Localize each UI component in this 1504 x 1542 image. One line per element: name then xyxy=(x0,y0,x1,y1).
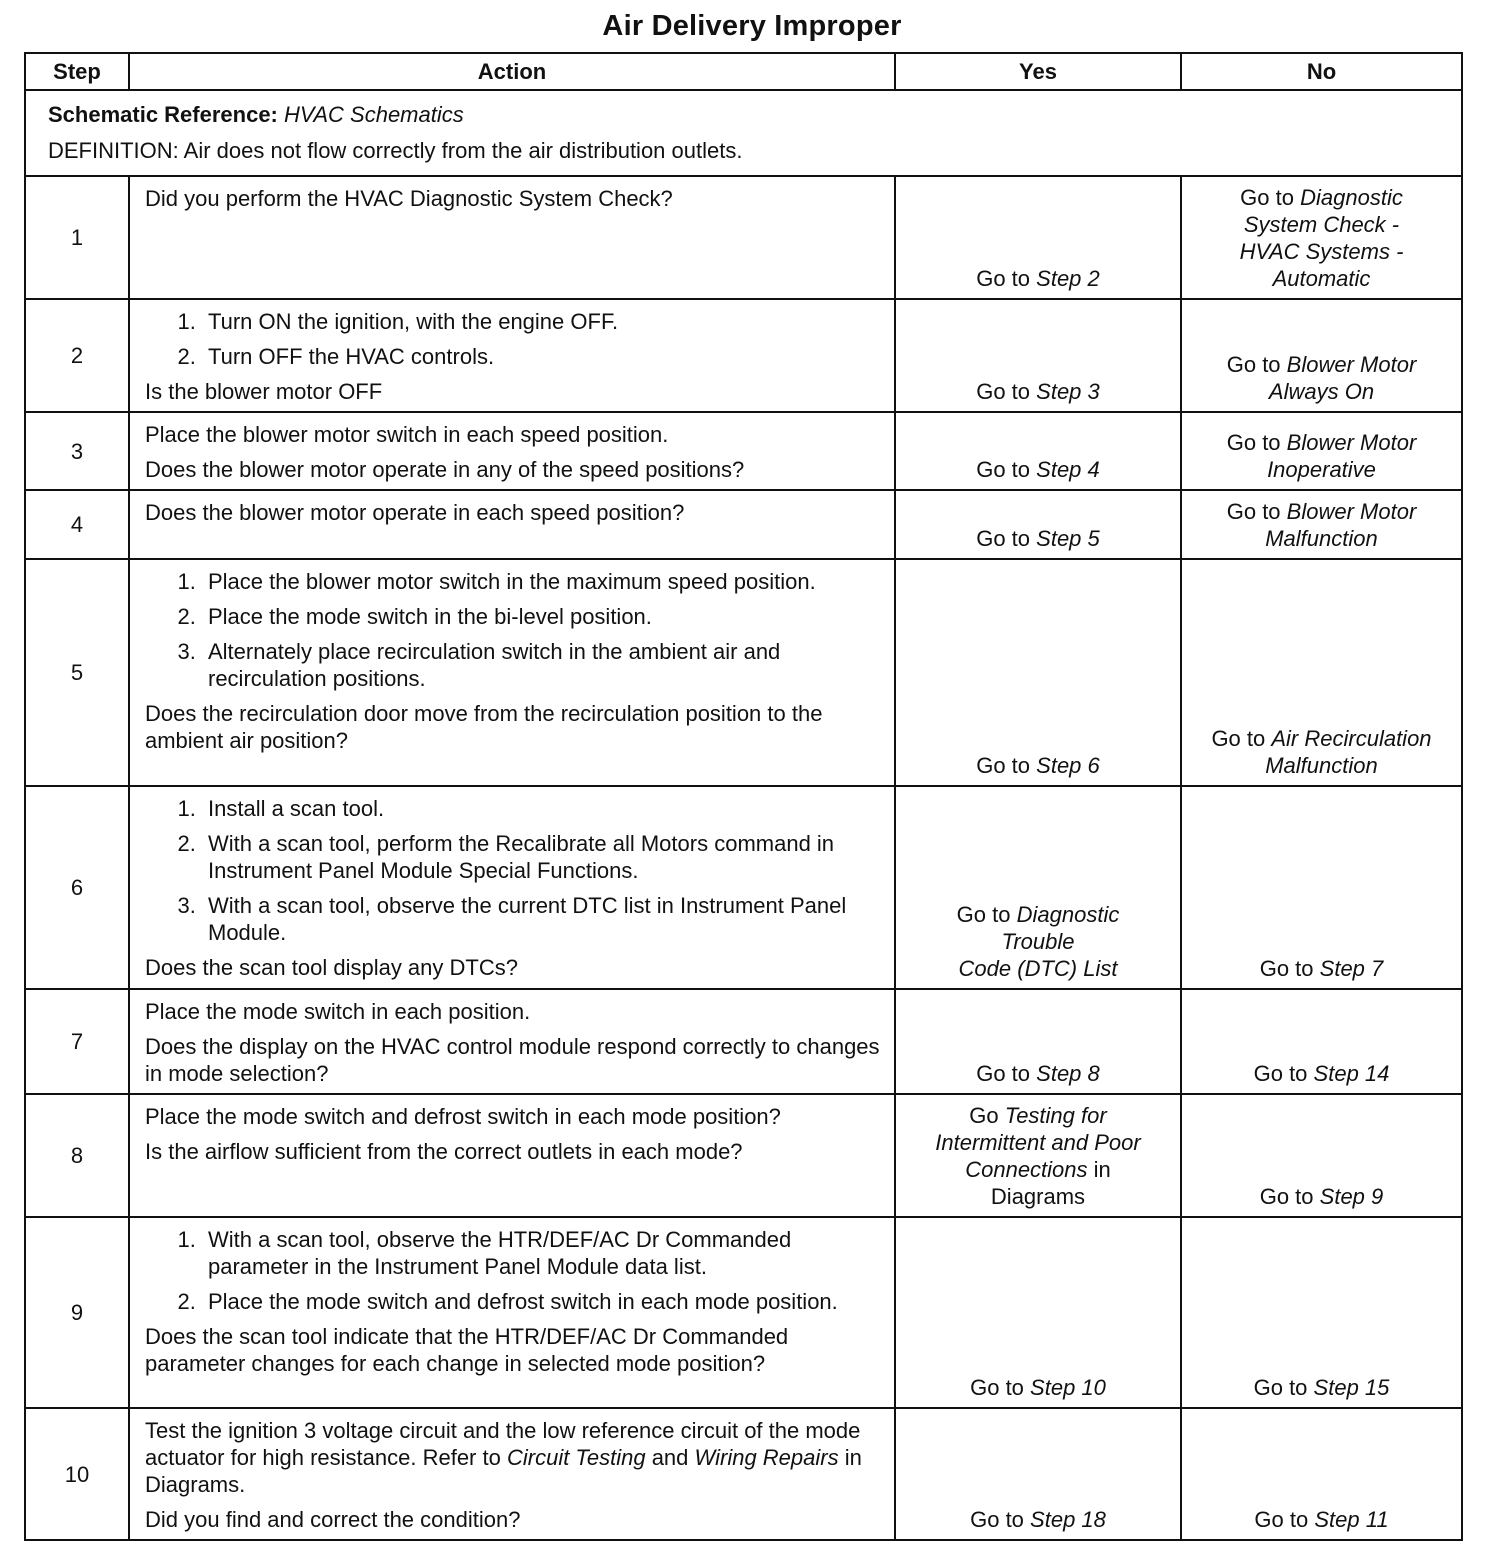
yes-cell: Go to Step 10 xyxy=(895,1217,1181,1408)
yes-cell: Go to Step 18 xyxy=(895,1408,1181,1540)
yes-cell: Go to Step 8 xyxy=(895,989,1181,1094)
wiring-repairs-link[interactable]: Wiring Repairs xyxy=(694,1445,839,1470)
no-link[interactable]: Blower Motor xyxy=(1286,499,1417,524)
step-number: 1 xyxy=(25,176,129,299)
list-item: 2. Place the mode switch and defrost switch in each mode position. xyxy=(202,1288,884,1315)
step-number: 9 xyxy=(25,1217,129,1408)
no-link[interactable]: Diagnostic xyxy=(1300,185,1403,210)
list-item: 3. Alternately place recirculation switch in the ambient air and recirculation positions. xyxy=(202,638,884,692)
instruction-list xyxy=(145,568,884,692)
question-text: Did you find and correct the condition? xyxy=(145,1507,521,1532)
question-text: Does the display on the HVAC control module respond correctly to changes in mode selection? xyxy=(145,1034,880,1086)
table-row xyxy=(25,1408,1462,1540)
table-row xyxy=(25,412,1462,490)
yes-link[interactable]: Step 10 xyxy=(1030,1375,1106,1400)
yes-link[interactable]: Diagnostic xyxy=(1016,902,1120,927)
step-number: 5 xyxy=(25,559,129,786)
instruction-list xyxy=(145,795,884,946)
schematic-row xyxy=(25,90,1462,176)
yes-link[interactable]: Step 4 xyxy=(1036,457,1100,482)
list-item: 1. Place the blower motor switch in the maximum speed position. xyxy=(202,568,884,595)
question-text: Did you perform the HVAC Diagnostic System Check? xyxy=(145,186,673,211)
instruction-text: Test the ignition 3 voltage circuit and the low reference circuit of the mode actuator for high resistance. Refer to Circuit Testing and Wiring Repairs in Diagrams. xyxy=(145,1418,862,1497)
header-step: Step xyxy=(25,53,129,90)
header-yes: Yes xyxy=(895,53,1181,90)
instruction-text: Place the mode switch and defrost switch in each mode position? xyxy=(145,1104,781,1129)
no-link[interactable]: Step 9 xyxy=(1319,1184,1384,1209)
action-cell xyxy=(129,786,895,989)
no-cell: Go to Step 7 xyxy=(1181,786,1462,989)
yes-link[interactable]: Testing for xyxy=(1004,1103,1107,1128)
table-row xyxy=(25,989,1462,1094)
list-item: 3. With a scan tool, observe the current DTC list in Instrument Panel Module. xyxy=(202,892,884,946)
no-link[interactable]: Step 11 xyxy=(1314,1507,1389,1532)
no-link[interactable]: Step 14 xyxy=(1313,1061,1390,1086)
no-cell: Go to Step 14 xyxy=(1181,989,1462,1094)
action-cell xyxy=(129,299,895,412)
no-link[interactable]: Step 15 xyxy=(1313,1375,1390,1400)
list-item: 1. Install a scan tool. xyxy=(202,795,884,822)
table-row xyxy=(25,1094,1462,1217)
list-item: 1. With a scan tool, observe the HTR/DEF/AC Dr Commanded parameter in the Instrument Panel Module data list. xyxy=(202,1226,884,1280)
yes-cell: Go to Step 2 xyxy=(895,176,1181,299)
no-link[interactable]: Step 7 xyxy=(1319,956,1384,981)
definition-text: DEFINITION: Air does not flow correctly from the air distribution outlets. xyxy=(48,138,743,163)
question-text: Does the recirculation door move from the recirculation position to the ambient air position? xyxy=(145,701,823,753)
table-row xyxy=(25,299,1462,412)
question-text: Does the blower motor operate in each speed position? xyxy=(145,500,685,525)
no-link[interactable]: Blower Motor xyxy=(1286,352,1417,377)
table-row xyxy=(25,176,1462,299)
action-cell xyxy=(129,1408,895,1540)
instruction-text: Place the mode switch in each position. xyxy=(145,999,531,1024)
action-cell xyxy=(129,1094,895,1217)
yes-cell: Go to Step 3 xyxy=(895,299,1181,412)
action-cell xyxy=(129,1217,895,1408)
no-cell: Go to Blower Motor Malfunction xyxy=(1181,490,1462,559)
yes-link[interactable]: Step 8 xyxy=(1036,1061,1100,1086)
instruction-list xyxy=(145,308,884,370)
circuit-testing-link[interactable]: Circuit Testing xyxy=(506,1445,646,1470)
question-text: Does the blower motor operate in any of the speed positions? xyxy=(145,457,745,482)
action-cell xyxy=(129,989,895,1094)
no-cell: Go to Step 9 xyxy=(1181,1094,1462,1217)
table-row xyxy=(25,1217,1462,1408)
question-text: Does the scan tool indicate that the HTR/DEF/AC Dr Commanded parameter changes for each change in selected mode position? xyxy=(145,1324,789,1376)
yes-link[interactable]: Step 6 xyxy=(1036,753,1100,778)
list-item: 1. Turn ON the ignition, with the engine OFF. xyxy=(202,308,884,335)
yes-link[interactable]: Step 2 xyxy=(1036,266,1100,291)
yes-cell: Go Testing for Intermittent and Poor Connections in Diagrams xyxy=(895,1094,1181,1217)
question-text: Is the blower motor OFF xyxy=(145,379,383,404)
page-title: Air Delivery Improper xyxy=(602,10,902,42)
instruction-list xyxy=(145,1226,884,1315)
yes-link[interactable]: Step 3 xyxy=(1036,379,1100,404)
no-link[interactable]: Blower Motor xyxy=(1286,430,1417,455)
table-row xyxy=(25,786,1462,989)
step-number: 7 xyxy=(25,989,129,1094)
schematic-label: Schematic Reference: xyxy=(48,102,278,127)
table-row xyxy=(25,490,1462,559)
no-cell: Go to Air Recirculation Malfunction xyxy=(1181,559,1462,786)
schematic-link[interactable]: HVAC Schematics xyxy=(284,102,464,127)
step-number: 6 xyxy=(25,786,129,989)
yes-cell: Go to Step 5 xyxy=(895,490,1181,559)
step-number: 4 xyxy=(25,490,129,559)
step-number: 8 xyxy=(25,1094,129,1217)
step-number: 10 xyxy=(25,1408,129,1540)
yes-cell: Go to Step 4 xyxy=(895,412,1181,490)
action-cell xyxy=(129,412,895,490)
yes-cell: Go to Diagnostic Trouble Code (DTC) List xyxy=(895,786,1181,989)
table-row xyxy=(25,559,1462,786)
header-no: No xyxy=(1181,53,1462,90)
header-action: Action xyxy=(129,53,895,90)
yes-cell: Go to Step 6 xyxy=(895,559,1181,786)
action-cell xyxy=(129,176,895,299)
no-cell: Go to Diagnostic System Check - HVAC Systems - Automatic xyxy=(1181,176,1462,299)
list-item: 2. With a scan tool, perform the Recalibrate all Motors command in Instrument Panel Module Special Functions. xyxy=(202,830,884,884)
yes-link[interactable]: Step 18 xyxy=(1030,1507,1106,1532)
step-number: 2 xyxy=(25,299,129,412)
action-cell xyxy=(129,559,895,786)
no-cell: Go to Blower Motor Inoperative xyxy=(1181,412,1462,490)
question-text: Does the scan tool display any DTCs? xyxy=(145,955,518,980)
diagnostic-table xyxy=(24,52,1463,1541)
question-text: Is the airflow sufficient from the correct outlets in each mode? xyxy=(145,1139,743,1164)
no-cell: Go to Step 15 xyxy=(1181,1217,1462,1408)
list-item: 2. Place the mode switch in the bi-level position. xyxy=(202,603,884,630)
schematic-cell xyxy=(25,90,1462,176)
no-cell: Go to Blower Motor Always On xyxy=(1181,299,1462,412)
no-link[interactable]: Air Recirculation xyxy=(1271,726,1432,751)
action-cell xyxy=(129,490,895,559)
step-number: 3 xyxy=(25,412,129,490)
no-cell: Go to Step 11 xyxy=(1181,1408,1462,1540)
header-row xyxy=(25,53,1462,90)
yes-link[interactable]: Step 5 xyxy=(1036,526,1100,551)
list-item: 2. Turn OFF the HVAC controls. xyxy=(202,343,884,370)
instruction-text: Place the blower motor switch in each speed position. xyxy=(145,422,669,447)
